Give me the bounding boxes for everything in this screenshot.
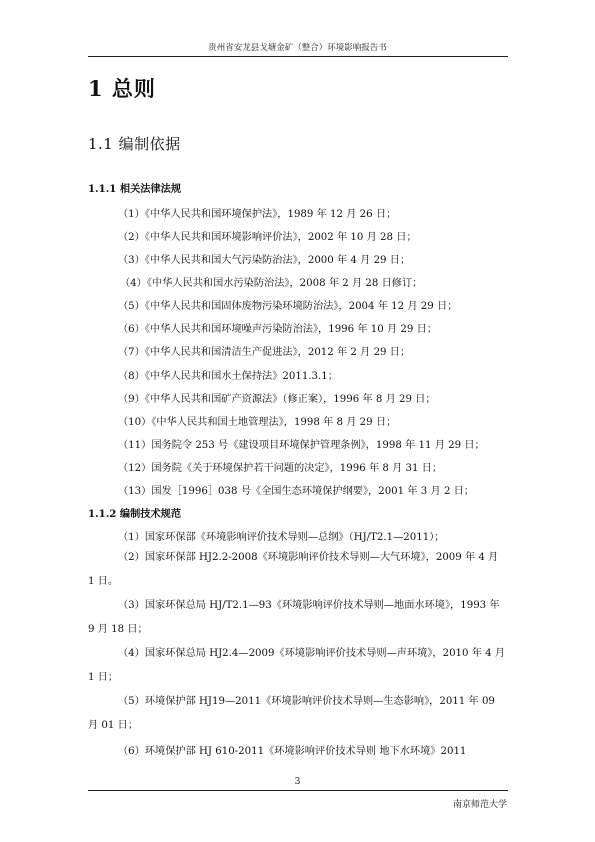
chapter-title: 1 总则 (88, 76, 156, 101)
subsection-title-specs: 1.1.2 编制技术规范 (88, 508, 182, 520)
law-item: （6）《中华人民共和国环境噪声污染防治法》，1996 年 10 月 29 日； (118, 324, 438, 335)
law-item: （10）《中华人民共和国土地管理法》，1998 年 8 月 29 日； (118, 417, 397, 428)
spec-item: （1）国家环保部《环境影响评价技术导则—总纲》（HJ/T2.1—2011）； (118, 532, 445, 543)
spec-item: （3）国家环保总局 HJ/T2.1—93《环境影响评价技术导则—地面水环境》，1993 年 9 月 18 日； (88, 600, 500, 635)
law-item: （4）《中华人民共和国水污染防治法》，2008 年 2 月 28 日修订； (120, 278, 423, 289)
law-item: （2）《中华人民共和国环境影响评价法》，2002 年 10 月 28 日； (118, 232, 417, 243)
law-item: （13）国发［1996］038 号《全国生态环境保护纲要》，2001 年 3 月 2 日； (118, 486, 475, 497)
law-item: （1）《中华人民共和国环境保护法》，1989 年 12 月 26 日； (118, 209, 397, 220)
page-number: 3 (294, 777, 301, 787)
law-item: （5）《中华人民共和国固体废物污染环境防治法》，2004 年 12 月 29 日； (118, 301, 458, 312)
spec-item: （6）环境保护部 HJ 610-2011《环境影响评价技术导则 地下水环境》2011 (118, 746, 467, 757)
law-item: （7）《中华人民共和国清洁生产促进法》，2012 年 2 月 29 日； (118, 347, 411, 358)
law-item: （8）《中华人民共和国水土保持法》2011.3.1； (118, 371, 338, 382)
spec-item: （2）国家环保部 HJ2.2-2008《环境影响评价技术导则—大气环境》，2009 年 4 月 1 日。 (88, 552, 499, 587)
footer-rule (88, 790, 508, 791)
section-title: 1.1 编制依据 (88, 135, 181, 153)
subsection-title-laws: 1.1.1 相关法律法规 (88, 183, 182, 195)
law-item: （3）《中华人民共和国大气污染防治法》，2000 年 4 月 29 日； (118, 255, 411, 266)
header-rule (88, 56, 508, 57)
law-item: （12）国务院《关于环境保护若干问题的决定》，1996 年 8 月 31 日； (118, 463, 443, 474)
running-header: 贵州省安龙县戈塘金矿（整合）环境影响报告书 (208, 43, 387, 53)
footer-organization: 南京师范大学 (452, 800, 507, 810)
law-item: （11）国务院令 253 号《建设项目环境保护管理条例》，1998 年 11 月 29 日； (118, 440, 485, 451)
spec-item: （5）环境保护部 HJ19—2011《环境影响评价技术导则—生态影响》，2011 年 09 月 01 日； (88, 696, 495, 731)
spec-item: （4）国家环保总局 HJ2.4—2009《环境影响评价技术导则—声环境》，2010 年 4 月 1 日； (88, 648, 506, 683)
law-item: （9）《中华人民共和国矿产资源法》（修正案），1996 年 8 月 29 日； (118, 394, 436, 405)
